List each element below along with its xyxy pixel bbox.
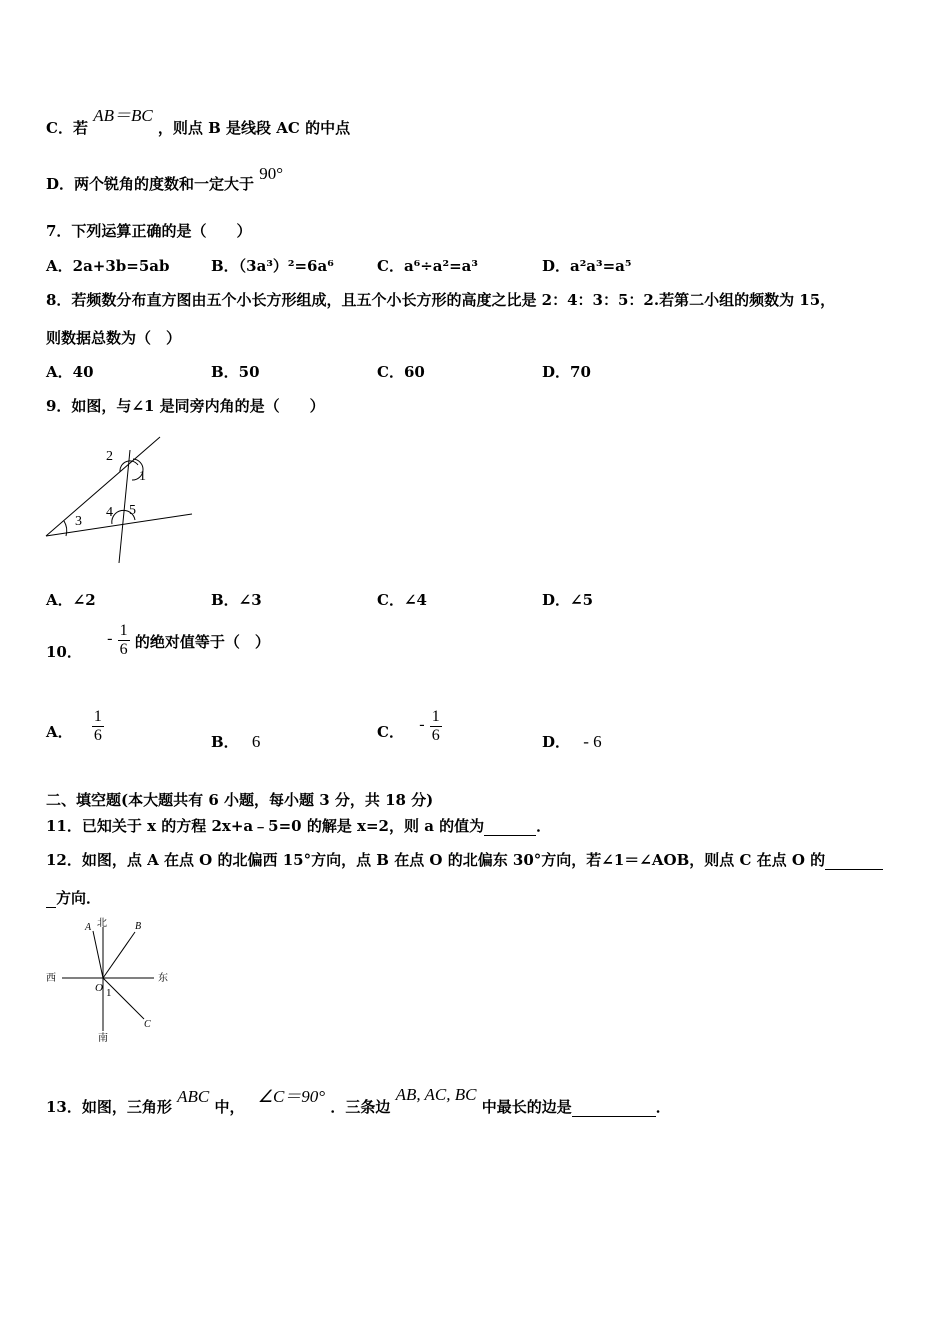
q10-stem bbox=[46, 622, 270, 659]
q13-mid: 中， bbox=[214, 1098, 245, 1116]
q10-denominator: 6 bbox=[119, 641, 128, 658]
q9-option-a: A．∠2 bbox=[46, 591, 96, 609]
q12-label-o: O bbox=[95, 982, 103, 994]
q6-option-c bbox=[46, 106, 351, 138]
q9-stem: 9．如图，与∠1 是同旁内角的是（ ） bbox=[46, 397, 325, 415]
q9-option-c: C．∠4 bbox=[377, 591, 427, 609]
q11-text: 11．已知关于 x 的方程 2x+a﹣5=0 的解是 x=2，则 a 的值为 bbox=[46, 817, 485, 835]
q10-a-label: A． bbox=[46, 722, 73, 741]
q10-c-neg: - bbox=[419, 715, 425, 733]
q10-b-value: 6 bbox=[251, 732, 261, 751]
q10-c-num: 1 bbox=[431, 708, 440, 725]
q12-stem-line2 bbox=[46, 887, 101, 908]
q10-b-label: B． bbox=[211, 733, 239, 751]
q8-option-c: C．60 bbox=[377, 363, 425, 381]
q9-figure bbox=[40, 425, 200, 570]
q12-answer-blank bbox=[825, 851, 883, 870]
q8-option-a: A．40 bbox=[46, 363, 94, 381]
q10-number: 10． bbox=[46, 642, 82, 661]
q13-mid2: ．三条边 bbox=[330, 1098, 391, 1116]
q8-option-d: D．70 bbox=[542, 363, 591, 381]
q10-stem-rest: 的绝对值等于（ ） bbox=[134, 632, 270, 651]
q12-label-a: A bbox=[85, 922, 92, 933]
q10-a-fraction bbox=[92, 708, 104, 745]
q10-fraction bbox=[118, 622, 130, 659]
q10-option-d bbox=[542, 731, 602, 752]
q10-option-c bbox=[377, 708, 442, 745]
q9-label-1: 1 bbox=[139, 469, 146, 484]
q11-answer-blank bbox=[484, 817, 536, 836]
q13-end: ． bbox=[655, 1098, 671, 1116]
q10-option-a bbox=[46, 708, 104, 745]
q13-sides: AB, AC, BC bbox=[395, 1085, 477, 1104]
q7-option-c: C．a⁶÷a²=a³ bbox=[377, 257, 478, 275]
section2-title: 二、填空题(本大题共有 6 小题，每小题 3 分，共 18 分) bbox=[46, 791, 434, 809]
q12-label-west: 西 bbox=[46, 973, 56, 984]
q9-option-b: B．∠3 bbox=[211, 591, 262, 609]
q11-end: ． bbox=[536, 817, 552, 835]
q13-suffix: 中最长的边是 bbox=[481, 1098, 572, 1116]
q7-stem: 7．下列运算正确的是（ ） bbox=[46, 222, 252, 240]
q12-label-c: C bbox=[144, 1019, 151, 1030]
q12-label-b: B bbox=[135, 921, 142, 932]
q12-ray-ob bbox=[103, 932, 135, 978]
q6-c-rest: ，则点 B 是线段 AC 的中点 bbox=[157, 119, 351, 137]
q6-c-label: C．若 bbox=[46, 119, 88, 137]
q12-label-north: 北 bbox=[97, 918, 107, 929]
q13-angle: ∠C＝90° bbox=[257, 1087, 326, 1106]
q6-d-math: 90° bbox=[259, 164, 284, 183]
q8-stem-line1: 8．若频数分布直方图由五个小长方形组成，且五个小长方形的高度之比是 2：4：3：5：2.若第二小组的频数为 15， bbox=[46, 291, 836, 309]
q7-option-a: A．2a+3b=5ab bbox=[46, 257, 170, 275]
q12-text-2: 方向． bbox=[56, 889, 102, 907]
q13-triangle: ABC bbox=[177, 1087, 210, 1106]
q11-stem bbox=[46, 815, 551, 836]
q12-answer-blank-cont bbox=[46, 889, 56, 908]
q10-option-b bbox=[211, 731, 260, 752]
q12-text: 12．如图，点 A 在点 O 的北偏西 15°方向，点 B 在点 O 的北偏东 30°方向，若∠1＝∠AOB，则点 C 在点 O 的 bbox=[46, 851, 826, 869]
q6-d-label: D．两个锐角的度数和一定大于 bbox=[46, 175, 255, 193]
q6-option-d bbox=[46, 164, 284, 194]
q10-neg: - bbox=[107, 629, 113, 647]
q13-answer-blank bbox=[572, 1098, 656, 1117]
q7-option-b: B．（3a³）²=6a⁶ bbox=[211, 257, 334, 275]
q12-label-east: 东 bbox=[158, 973, 168, 984]
q12-ray-oa bbox=[93, 931, 103, 978]
q9-label-5: 5 bbox=[129, 503, 136, 518]
q7-option-d: D．a²a³=a⁵ bbox=[542, 257, 632, 275]
q9-option-d: D．∠5 bbox=[542, 591, 594, 609]
q10-numerator: 1 bbox=[119, 622, 128, 639]
q10-a-den: 6 bbox=[93, 727, 102, 744]
q10-c-fraction bbox=[430, 708, 442, 745]
q12-compass-figure bbox=[40, 915, 180, 1045]
q10-d-value: - 6 bbox=[583, 732, 602, 751]
q8-stem-line2: 则数据总数为（ ） bbox=[46, 329, 182, 347]
q10-d-label: D． bbox=[542, 733, 571, 751]
q13-prefix: 13．如图，三角形 bbox=[46, 1098, 172, 1116]
q12-stem bbox=[46, 849, 883, 870]
q8-option-b: B．50 bbox=[211, 363, 260, 381]
q9-arc-3 bbox=[64, 521, 67, 536]
q10-a-num: 1 bbox=[93, 708, 102, 725]
q9-label-4: 4 bbox=[106, 505, 113, 520]
q9-label-3: 3 bbox=[75, 514, 82, 529]
q6-c-math: AB＝BC bbox=[93, 106, 153, 125]
q10-c-den: 6 bbox=[431, 727, 440, 744]
q13-stem bbox=[46, 1085, 671, 1117]
q12-label-south: 南 bbox=[98, 1033, 108, 1044]
q9-label-2: 2 bbox=[106, 449, 113, 464]
q12-label-1: 1 bbox=[106, 987, 112, 999]
q10-c-label: C． bbox=[377, 722, 404, 741]
